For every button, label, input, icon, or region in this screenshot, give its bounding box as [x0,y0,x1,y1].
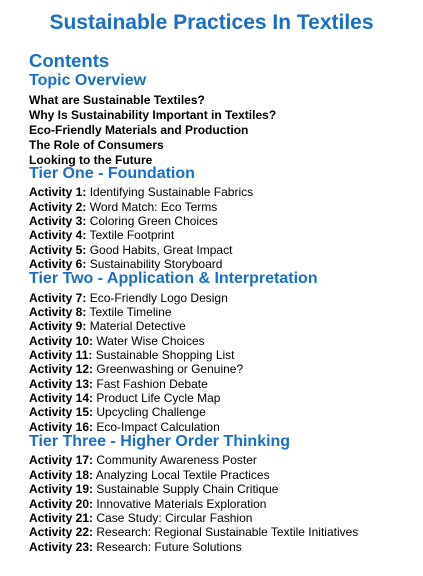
activity-label: Activity 4: [29,228,87,242]
activity-item [29,348,235,363]
contents-heading: Contents [29,50,110,71]
activity-item [29,377,208,392]
overview-item: Looking to the Future [29,153,153,167]
activity-title: Material Detective [89,319,186,333]
activity-title: Coloring Green Choices [89,214,218,228]
activity-title: Eco-Friendly Logo Design [89,291,228,305]
activity-title: Case Study: Circular Fashion [96,511,253,525]
activity-item [29,511,252,526]
activity-label: Activity 10: [29,334,94,348]
activity-label: Activity 17: [29,453,94,467]
tier-three-heading: Tier Three - Higher Order Thinking [29,433,291,450]
activity-item [29,185,253,200]
activity-label: Activity 8: [29,305,87,319]
activity-item [29,453,257,468]
activity-label: Activity 19: [29,482,94,496]
activity-item [29,391,220,406]
activity-label: Activity 18: [29,468,94,482]
activity-label: Activity 7: [29,291,87,305]
activity-title: Research: Regional Sustainable Textile Initiatives [96,525,359,539]
activity-label: Activity 22: [29,525,94,539]
activity-label: Activity 9: [29,319,87,333]
activity-item [29,334,205,349]
activity-title: Good Habits, Great Impact [89,243,233,257]
activity-title: Eco-Impact Calculation [96,420,220,434]
activity-title: Word Match: Eco Terms [89,200,218,214]
activity-label: Activity 2: [29,200,87,214]
tier-one-heading: Tier One - Foundation [29,165,195,182]
activity-item [29,228,174,243]
activity-label: Activity 16: [29,420,94,434]
activity-item [29,214,218,229]
activity-label: Activity 5: [29,243,87,257]
activity-title: Textile Footprint [89,228,175,242]
activity-title: Sustainable Supply Chain Critique [96,482,279,496]
activity-label: Activity 21: [29,511,94,525]
activity-label: Activity 3: [29,214,87,228]
activity-title: Product Life Cycle Map [96,391,221,405]
topic-overview-heading: Topic Overview [29,72,147,89]
activity-label: Activity 20: [29,497,94,511]
overview-item: Eco-Friendly Materials and Production [29,123,249,137]
overview-item: What are Sustainable Textiles? [29,93,205,107]
activity-title: Sustainability Storyboard [89,257,223,271]
activity-title: Greenwashing or Genuine? [96,362,244,376]
activity-title: Water Wise Choices [96,334,205,348]
activity-title: Sustainable Shopping List [95,348,235,362]
activity-title: Textile Timeline [89,305,172,319]
activity-item [29,291,228,306]
tier-two-heading: Tier Two - Application & Interpretation [29,270,318,287]
activity-label: Activity 1: [29,185,87,199]
activity-title: Identifying Sustainable Fabrics [89,185,254,199]
activity-label: Activity 15: [29,405,94,419]
activity-item [29,305,172,320]
activity-item [29,540,242,555]
activity-item [29,200,217,215]
activity-item [29,405,206,420]
activity-label: Activity 11: [29,348,93,362]
activity-item [29,362,243,377]
activity-item [29,468,270,483]
activity-item [29,482,278,497]
activity-item [29,243,232,258]
activity-label: Activity 6: [29,257,87,271]
overview-item: The Role of Consumers [29,138,164,152]
document-title: Sustainable Practices In Textiles [49,11,374,34]
activity-title: Research: Future Solutions [96,540,242,554]
activity-title: Community Awareness Poster [96,453,257,467]
activity-label: Activity 14: [29,391,94,405]
activity-label: Activity 23: [29,540,94,554]
activity-label: Activity 12: [29,362,94,376]
activity-label: Activity 13: [29,377,94,391]
activity-title: Fast Fashion Debate [96,377,208,391]
activity-item [29,497,266,512]
activity-item [29,319,186,334]
activity-title: Analyzing Local Textile Practices [95,468,270,482]
activity-title: Upcycling Challenge [96,405,206,419]
activity-item [29,525,358,540]
overview-item: Why Is Sustainability Important in Textiles? [29,108,277,122]
activity-title: Innovative Materials Exploration [96,497,267,511]
